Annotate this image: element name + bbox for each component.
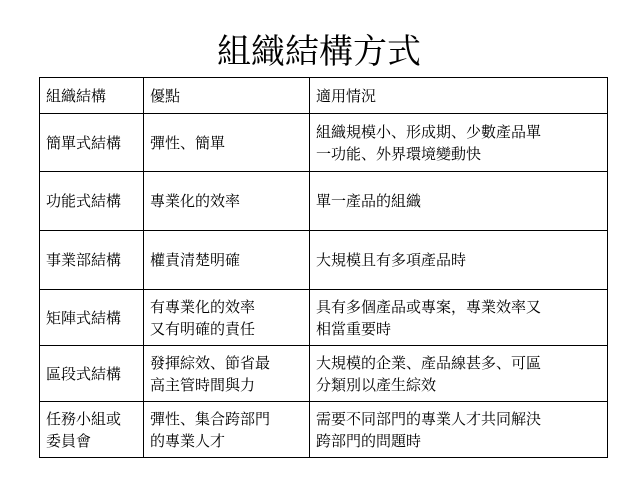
- cell-line: 相當重要時: [316, 319, 392, 338]
- cell-usage: [310, 346, 608, 402]
- cell-advantage: [144, 346, 310, 402]
- cell-line: 的專業人才: [150, 431, 226, 450]
- cell-line: 事業部結構: [46, 251, 122, 269]
- header-structure: 組織結構: [40, 78, 144, 114]
- cell-line: 組織規模小、形成期、少數產品單: [316, 122, 542, 141]
- cell-line: 有專業化的效率: [150, 297, 256, 316]
- cell-line: 又有明確的責任: [150, 319, 256, 338]
- table-row: [40, 114, 608, 172]
- cell-line: 需要不同部門的專業人才共同解決: [316, 409, 542, 428]
- cell-structure: [40, 231, 144, 290]
- cell-advantage: [144, 402, 310, 458]
- cell-line: 大規模且有多項產品時: [316, 251, 467, 269]
- cell-line: 彈性、簡單: [150, 133, 226, 152]
- cell-advantage: [144, 172, 310, 231]
- cell-line: 分類別以產生綜效: [316, 375, 437, 394]
- cell-structure: [40, 290, 144, 346]
- cell-line: 單一產品的組織: [316, 192, 422, 210]
- cell-line: 權責清楚明確: [150, 251, 241, 269]
- cell-line: 區段式結構: [46, 364, 122, 383]
- cell-structure: [40, 114, 144, 172]
- cell-advantage: [144, 231, 310, 290]
- cell-line: 彈性、集合跨部門: [150, 409, 271, 428]
- cell-line: 功能式結構: [46, 192, 122, 210]
- table-row: [40, 290, 608, 346]
- cell-structure: [40, 172, 144, 231]
- cell-line: 委員會: [46, 431, 92, 450]
- cell-line: 發揮綜效、節省最: [150, 353, 271, 372]
- cell-advantage: [144, 290, 310, 346]
- cell-usage: [310, 290, 608, 346]
- table-row: [40, 172, 608, 231]
- cell-usage: [310, 402, 608, 458]
- cell-advantage: [144, 114, 310, 172]
- cell-usage: [310, 172, 608, 231]
- header-usage: 適用情況: [310, 78, 608, 114]
- cell-line: 矩陣式結構: [46, 308, 122, 327]
- cell-line: 一功能、外界環境變動快: [316, 144, 482, 163]
- cell-line: 任務小組或: [46, 409, 122, 428]
- cell-line: 具有多個產品或專案，專業效率又: [316, 297, 542, 316]
- table-row: [40, 402, 608, 458]
- cell-usage: [310, 114, 608, 172]
- header-advantage: 優點: [144, 78, 310, 114]
- cell-line: 高主管時間與力: [150, 375, 256, 394]
- table-row: [40, 346, 608, 402]
- cell-line: 跨部門的問題時: [316, 431, 422, 450]
- cell-line: 簡單式結構: [46, 133, 122, 152]
- cell-usage: [310, 231, 608, 290]
- slide-title: 組織結構方式: [217, 32, 421, 72]
- table-row: [40, 231, 608, 290]
- structure-table: [39, 77, 608, 458]
- cell-structure: [40, 346, 144, 402]
- cell-structure: [40, 402, 144, 458]
- cell-line: 專業化的效率: [150, 192, 241, 210]
- cell-line: 大規模的企業、產品線甚多、可區: [316, 353, 542, 372]
- table-header-row: [40, 78, 608, 114]
